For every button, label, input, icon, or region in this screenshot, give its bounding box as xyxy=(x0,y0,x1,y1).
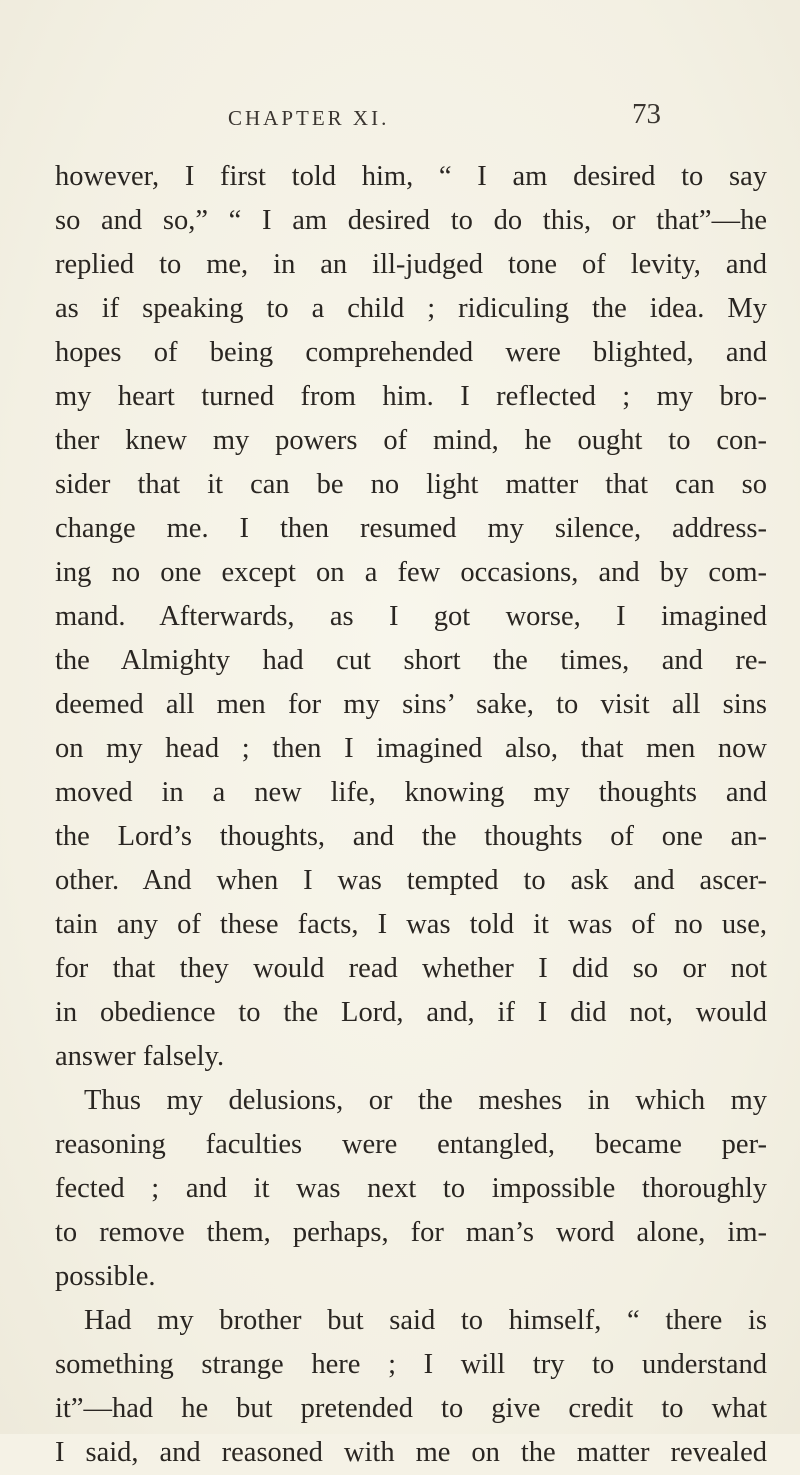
text-line: ing no one except on a few occasions, and by com- xyxy=(55,557,767,588)
paragraph-3 xyxy=(55,1299,767,1475)
paragraph-1 xyxy=(55,155,767,1079)
page-number: 73 xyxy=(632,98,661,130)
chapter-heading: CHAPTER XI. xyxy=(228,106,390,130)
text-line: Had my brother but said to himself, “ there is xyxy=(84,1305,767,1336)
text-line: something strange here ; I will try to understand xyxy=(55,1349,767,1380)
text-line: tain any of these facts, I was told it was of no use, xyxy=(55,909,767,940)
text-line: mand. Afterwards, as I got worse, I imagined xyxy=(55,601,767,632)
text-line: it”—had he but pretended to give credit to what xyxy=(55,1393,767,1424)
text-line: sider that it can be no light matter that can so xyxy=(55,469,767,500)
text-line: change me. I then resumed my silence, address- xyxy=(55,513,767,544)
text-line: in obedience to the Lord, and, if I did not, would xyxy=(55,997,767,1028)
text-line: however, I first told him, “ I am desired to say xyxy=(55,161,767,192)
text-line: answer falsely. xyxy=(55,1041,225,1072)
text-line: I said, and reasoned with me on the matter revealed xyxy=(55,1437,767,1468)
text-line: reasoning faculties were entangled, became per- xyxy=(55,1129,767,1160)
text-line: fected ; and it was next to impossible thoroughly xyxy=(55,1173,767,1204)
text-line: the Lord’s thoughts, and the thoughts of one an- xyxy=(55,821,767,852)
text-line: my heart turned from him. I reflected ; my bro- xyxy=(55,381,767,412)
running-head xyxy=(110,98,750,144)
text-line: hopes of being comprehended were blighted, and xyxy=(55,337,767,368)
text-line: other. And when I was tempted to ask and ascer- xyxy=(55,865,767,896)
text-line: for that they would read whether I did so or not xyxy=(55,953,767,984)
text-line: on my head ; then I imagined also, that men now xyxy=(55,733,767,764)
paragraph-2 xyxy=(55,1079,767,1299)
text-line: the Almighty had cut short the times, and re- xyxy=(55,645,767,676)
text-line: replied to me, in an ill-judged tone of levity, and xyxy=(55,249,767,280)
text-line: ther knew my powers of mind, he ought to con- xyxy=(55,425,767,456)
text-line: to remove them, perhaps, for man’s word alone, im- xyxy=(55,1217,767,1248)
text-line: Thus my delusions, or the meshes in which my xyxy=(84,1085,767,1116)
text-line: so and so,” “ I am desired to do this, or that”—he xyxy=(55,205,767,236)
text-line: possible. xyxy=(55,1261,156,1292)
text-line: as if speaking to a child ; ridiculing the idea. My xyxy=(55,293,767,324)
body-text xyxy=(55,155,767,1475)
text-line: deemed all men for my sins’ sake, to visit all sins xyxy=(55,689,767,720)
text-line: moved in a new life, knowing my thoughts and xyxy=(55,777,767,808)
